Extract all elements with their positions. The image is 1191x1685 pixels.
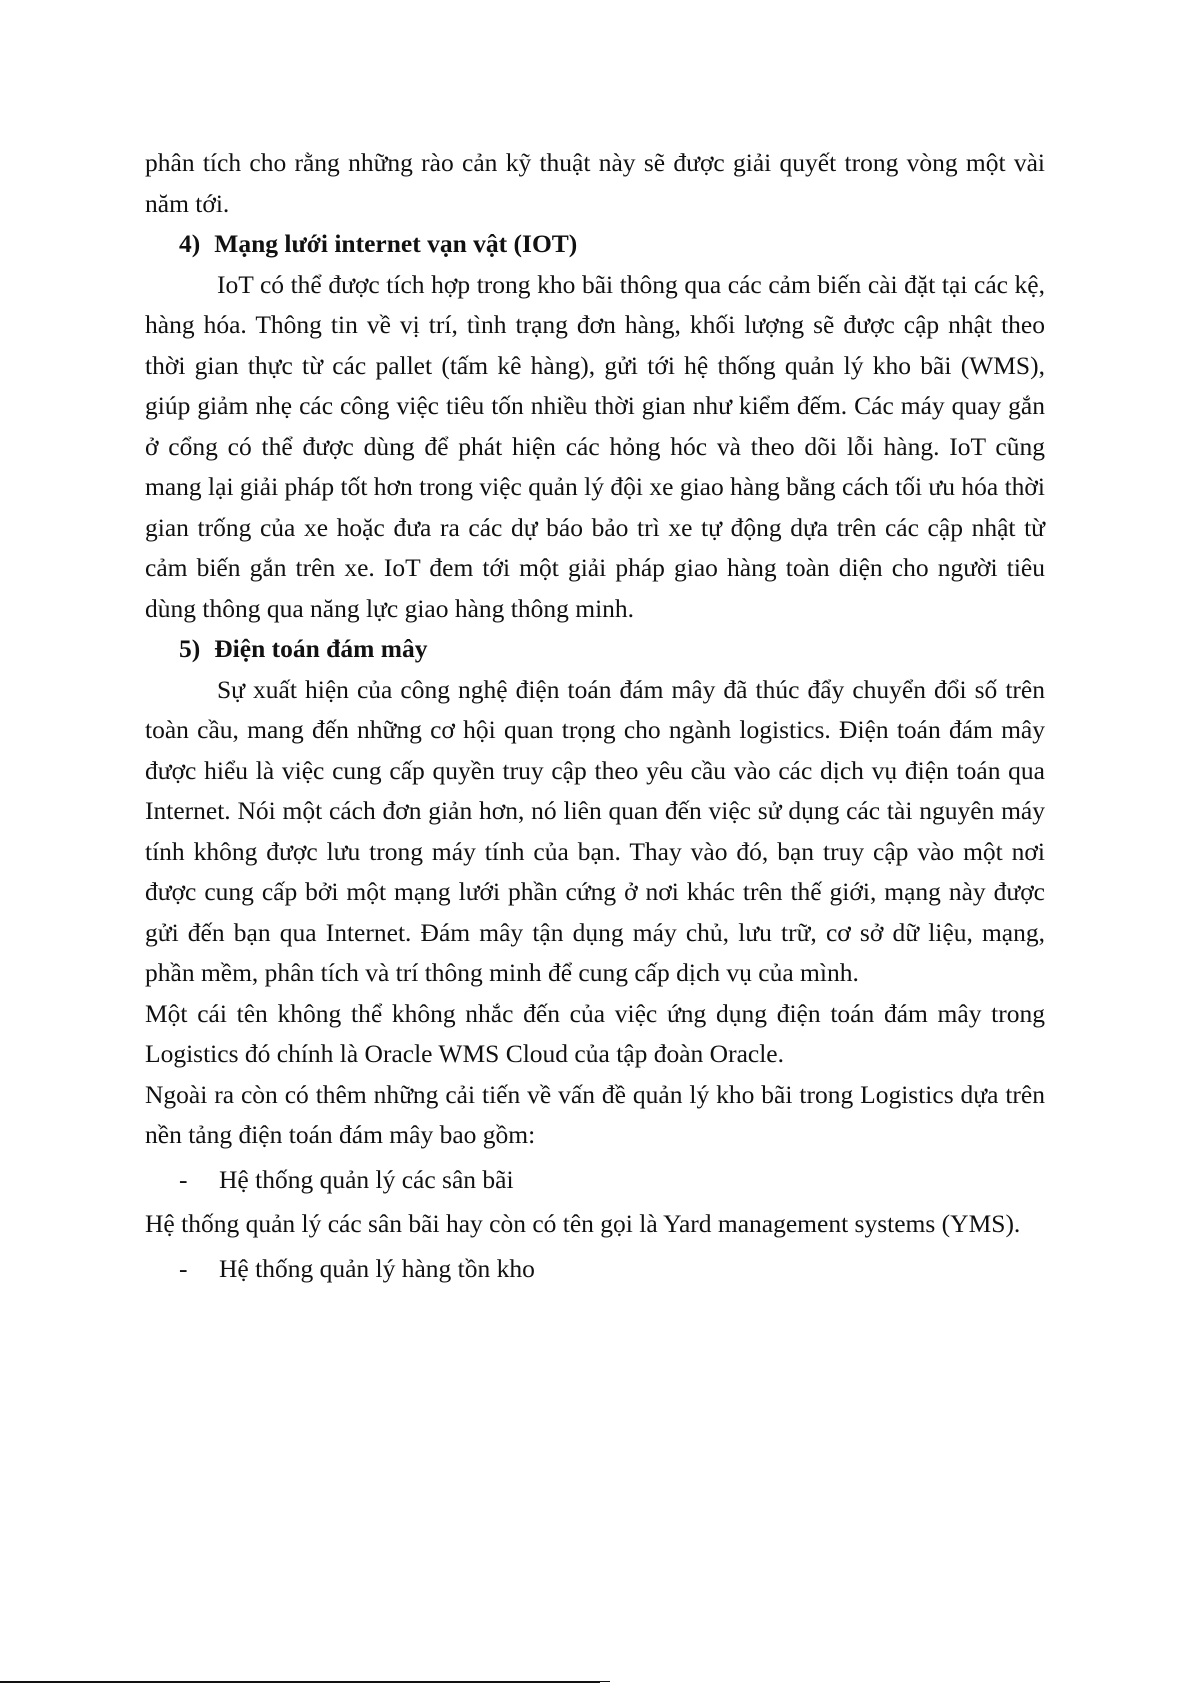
bullet-inventory-management-text: Hệ thống quản lý hàng tồn kho (219, 1253, 535, 1283)
improvements-paragraph: Ngoài ra còn có thêm những cải tiến về vấn đề quản lý kho bãi trong Logistics dựa trên nền tảng điện toán đám mây bao gồm: (145, 1079, 1045, 1149)
bullet-yard-management-text: Hệ thống quản lý các sân bãi (219, 1164, 514, 1194)
section-4-title: Mạng lưới internet vạn vật (IOT) (214, 229, 578, 258)
footer-rule-tail (596, 1681, 610, 1682)
section-4-number: 4) (179, 229, 201, 258)
bullet-marker: - (179, 1164, 188, 1194)
intro-paragraph: phân tích cho rằng những rào cản kỹ thuật này sẽ được giải quyết trong vòng một vài năm tới. (145, 148, 1045, 218)
section-5-paragraph: Sự xuất hiện của công nghệ điện toán đám mây đã thúc đẩy chuyển đổi số trên toàn cầu, mang đến những cơ hội quan trọng cho ngành logistics. Điện toán đám mây được hiểu là việc cung cấp quyền truy cập theo yêu cầu vào các dịch vụ điện toán qua Internet. Nói một cách đơn giản hơn, nó liên quan đến việc sử dụng các tài nguyên máy tính không được lưu trong máy tính của bạn. Thay vào đó, bạn truy cập vào một nơi được cung cấp bởi một mạng lưới phần cứng ở nơi khác trên thế giới, mạng này được gửi đến bạn qua Internet. Đám mây tận dụng máy chủ, lưu trữ, cơ sở dữ liệu, mạng, phần mềm, phân tích và trí thông minh để cung cấp dịch vụ của mình. (145, 674, 1045, 987)
section-5-title: Điện toán đám mây (214, 634, 428, 663)
document-page (145, 143, 1045, 1289)
bullet-yard-management (145, 1160, 1045, 1201)
bullet-inventory-management (145, 1249, 1045, 1290)
bullet-marker: - (179, 1253, 188, 1283)
section-4-paragraph: IoT có thể được tích hợp trong kho bãi thông qua các cảm biến cài đặt tại các kệ, hàng hóa. Thông tin về vị trí, tình trạng đơn hàng, khối lượng sẽ được cập nhật theo thời gian thực từ các pallet (tấm kê hàng), gửi tới hệ thống quản lý kho bãi (WMS), giúp giảm nhẹ các công việc tiêu tốn nhiều thời gian như kiểm đếm. Các máy quay gắn ở cổng có thể được dùng để phát hiện các hỏng hóc và theo dõi lỗi hàng. IoT cũng mang lại giải pháp tốt hơn trong việc quản lý đội xe giao hàng bằng cách tối ưu hóa thời gian trống của xe hoặc đưa ra các dự báo bảo trì xe tự động dựa trên các cập nhật từ cảm biến gắn trên xe. IoT đem tới một giải pháp giao hàng toàn diện cho người tiêu dùng thông qua năng lực giao hàng thông minh. (145, 269, 1045, 623)
section-4-heading (145, 224, 1045, 265)
yms-paragraph: Hệ thống quản lý các sân bãi hay còn có tên gọi là Yard management systems (YMS). (145, 1209, 1021, 1238)
oracle-paragraph: Một cái tên không thể không nhắc đến của việc ứng dụng điện toán đám mây trong Logistics đó chính là Oracle WMS Cloud của tập đoàn Oracle. (145, 998, 1045, 1068)
section-5-number: 5) (179, 634, 201, 663)
footer-rule (0, 1681, 600, 1683)
section-5-heading (145, 629, 1045, 670)
